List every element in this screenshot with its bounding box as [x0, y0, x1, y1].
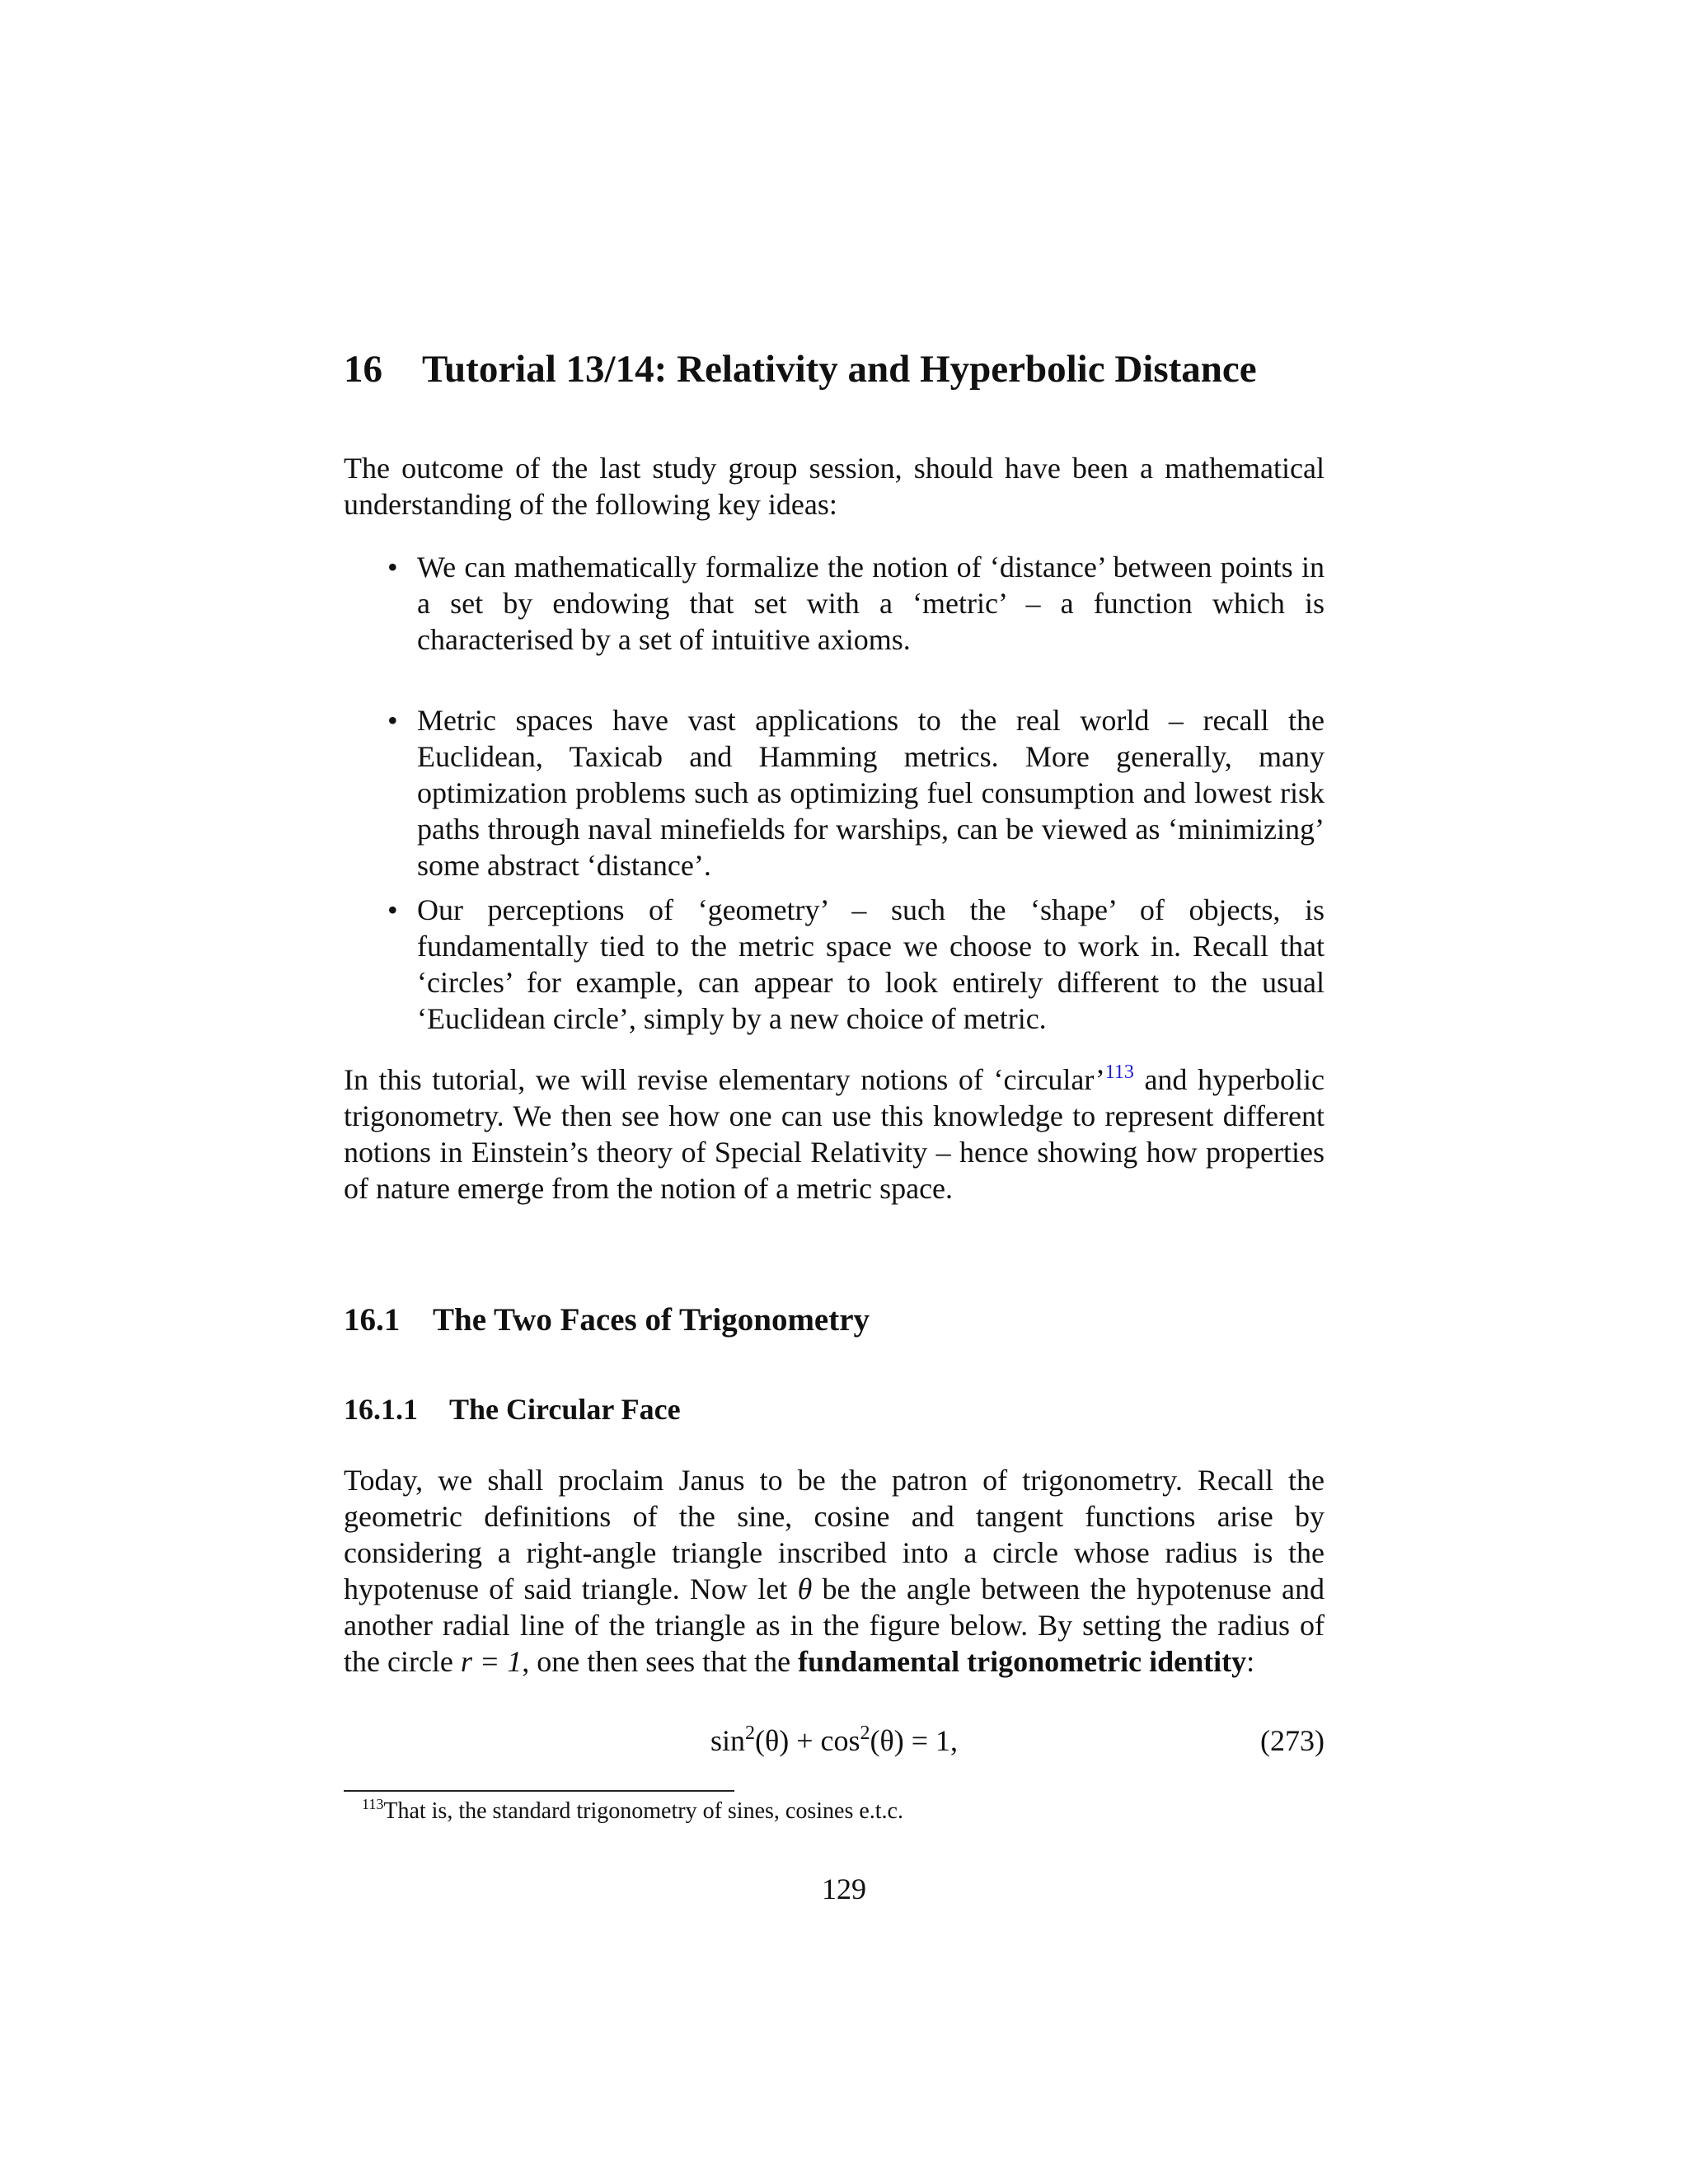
bullet-icon: • — [387, 893, 398, 926]
footnote-text: That is, the standard trigonometry of sines, cosines e.t.c. — [383, 1798, 903, 1824]
equation-273 — [344, 1722, 1325, 1759]
page-number: 129 — [822, 1872, 866, 1905]
section-title: Tutorial 13/14: Relativity and Hyperbolic Distance — [422, 348, 1257, 391]
bold-term: fundamental trigonometric identity — [798, 1645, 1247, 1678]
radius-expression: r = 1 — [460, 1645, 523, 1678]
subsection-number: 16.1 — [344, 1302, 401, 1338]
paragraph-text-3: , one then sees that the — [522, 1645, 799, 1678]
subsection-title: The Two Faces of Trigonometry — [433, 1302, 870, 1338]
footnote-link-113[interactable]: 113 — [1104, 1062, 1134, 1083]
footnote-divider — [344, 1790, 734, 1792]
equation-number: (273) — [1260, 1724, 1325, 1757]
footnote-113 — [362, 1797, 903, 1826]
paragraph-text-2: be the angle between the hypotenuse and another radial line of the triangle as in the figure below. By setting the radius of the circle — [344, 1572, 1325, 1678]
theta-symbol: θ — [797, 1572, 813, 1605]
section-heading — [344, 346, 1325, 392]
bullet-icon: • — [387, 551, 398, 583]
list-item-text: Metric spaces have vast applications to the real world – recall the Euclidean, Taxicab and Hamming metrics. More generally, many optimization problems such as optimizing fuel consumption and lowest risk paths through naval minefields for warships, can be viewed as ‘minimizing’ some abstract ‘distance’. — [417, 704, 1325, 882]
subsubsection-number: 16.1.1 — [344, 1393, 418, 1426]
list-item-text: We can mathematically formalize the notion of ‘distance’ between points in a set by endowing that set with a ‘metric’ – a function which is characterised by a set of intuitive axioms. — [417, 551, 1325, 656]
tutorial-paragraph — [344, 1062, 1325, 1207]
bullet-icon: • — [387, 704, 398, 737]
intro-paragraph: The outcome of the last study group session, should have been a mathematical understanding of the following key ideas: — [344, 452, 1325, 521]
tutorial-text-start: In this tutorial, we will revise elementary notions of ‘circular’ — [344, 1063, 1105, 1096]
paragraph-text-4: : — [1246, 1645, 1255, 1678]
tutorial-text-end: and hyperbolic trigonometry. We then see how one can use this knowledge to represent different notions in Einstein’s theory of Special Relativity – hence showing how properties of nature emerge from the notion of a metric space. — [344, 1063, 1325, 1205]
subsection-heading — [344, 1301, 1325, 1340]
list-item-text: Our perceptions of ‘geometry’ – such the ‘shape’ of objects, is fundamentally tied to the metric space we choose to work in. Recall that ‘circles’ for example, can appear to look entirely different to the usual ‘Euclidean circle’, simply by a new choice of metric. — [417, 893, 1325, 1035]
paragraph-text-1: Today, we shall proclaim Janus to be the patron of trigonometry. Recall the geometric definitions of the sine, cosine and tangent functions arise by considering a right-angle triangle inscribed into a circle whose radius is the hypotenuse of said triangle. Now let — [344, 1464, 1325, 1605]
subsubsection-title: The Circular Face — [449, 1393, 681, 1426]
equation-body: $\sin^2(\theta) + \cos^2(\theta) = 1$, — [710, 1722, 959, 1757]
section-number: 16 — [344, 348, 382, 391]
footnote-mark: 113 — [362, 1796, 384, 1812]
subsubsection-heading — [344, 1391, 1325, 1427]
circular-face-paragraph — [344, 1462, 1325, 1680]
